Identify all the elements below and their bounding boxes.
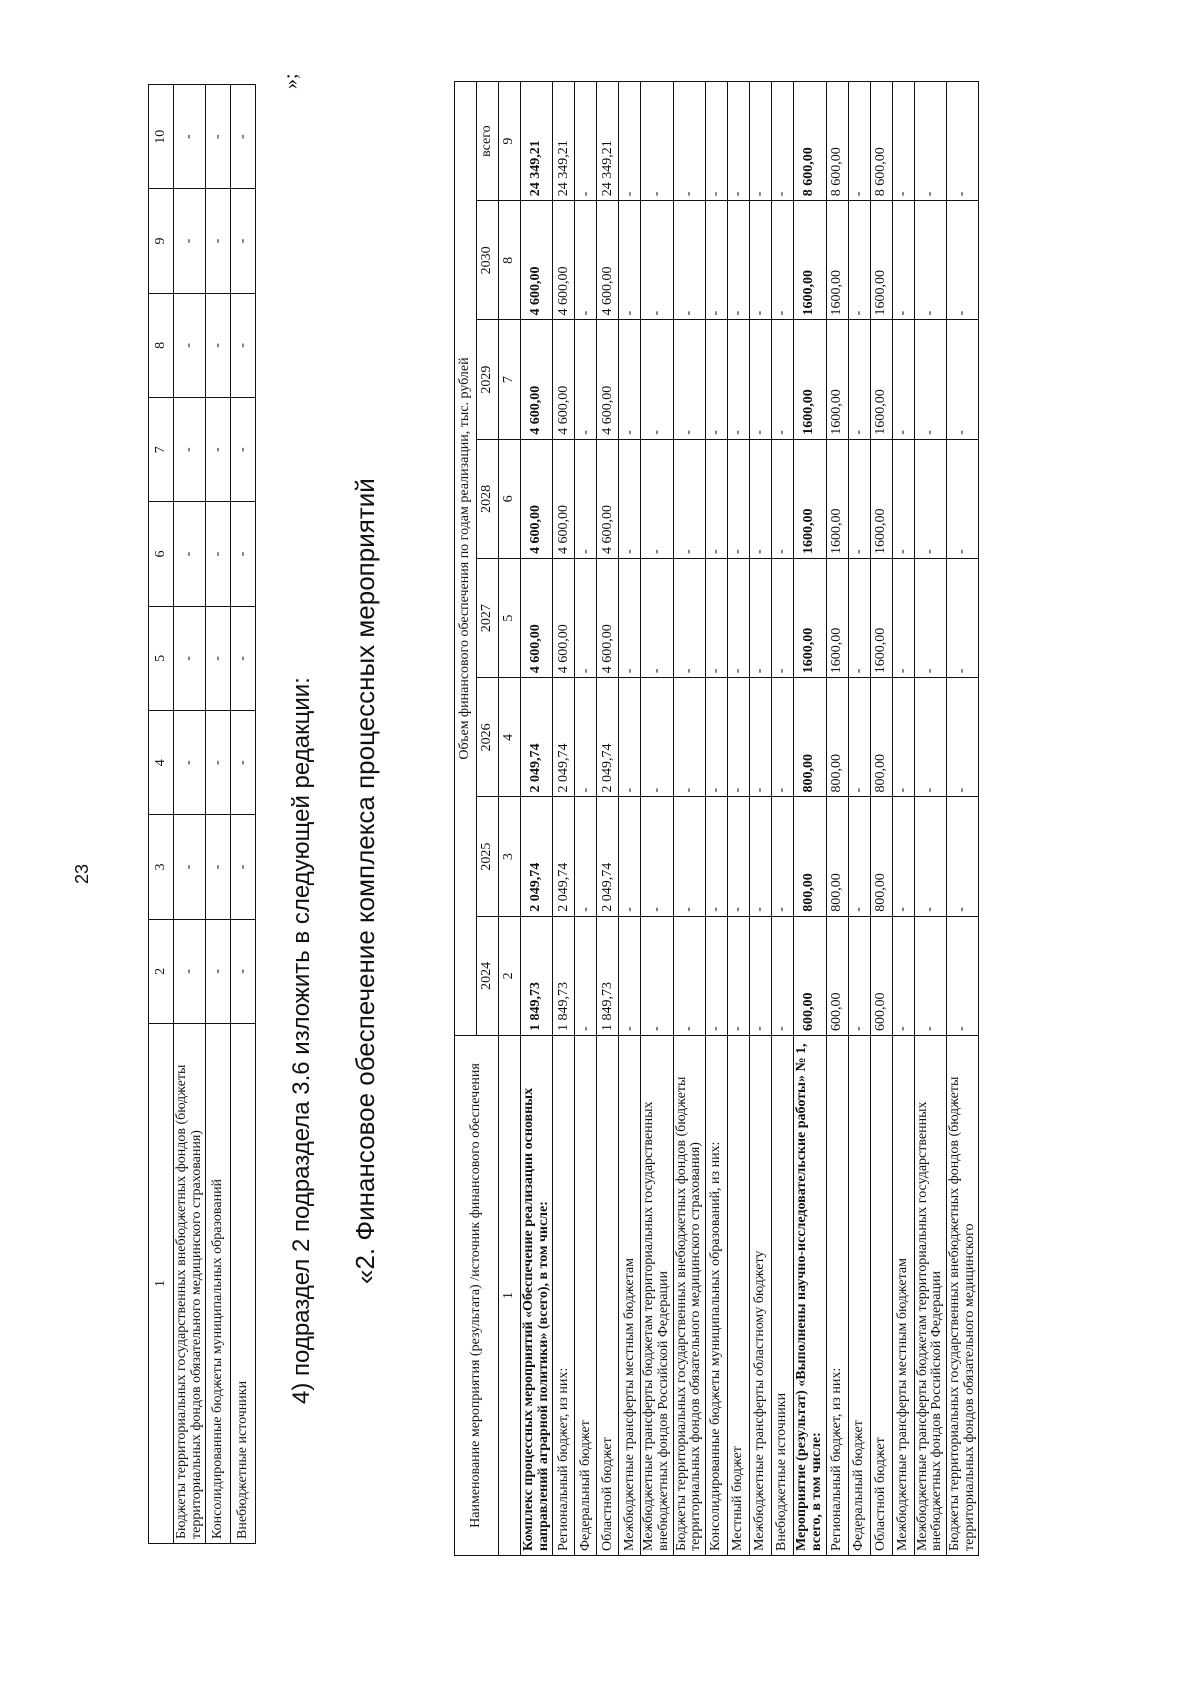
table-row [641,82,673,1556]
header-row [455,82,477,1556]
value-cell: - [728,678,750,797]
table-row [870,82,892,1556]
value-cell: - [673,559,705,678]
table-header-row [149,85,174,1544]
table-row [772,82,794,1556]
value-cell: - [946,439,978,558]
value-cell: - [946,201,978,320]
value-cell: 1 849,73 [597,916,619,1035]
table-row [728,82,750,1556]
row-name: Консолидированные бюджеты муниципальных образований [206,1024,231,1544]
column-number: 5 [149,606,174,710]
value-cell: - [750,439,772,558]
value-cell: 600,00 [826,916,848,1035]
value-cell: - [206,606,231,710]
column-number: 5 [499,559,521,678]
value-cell: 1600,00 [794,559,826,678]
value-cell: - [892,439,914,558]
year-header: 2025 [477,797,499,916]
value-cell: - [174,398,206,502]
value-cell: - [231,85,256,189]
value-cell: 4 600,00 [597,320,619,439]
column-number: 7 [499,320,521,439]
value-cell: - [914,678,946,797]
value-cell: - [772,678,794,797]
value-cell: - [619,82,641,201]
value-cell: - [892,678,914,797]
value-cell: - [619,201,641,320]
continuation-table [148,84,256,1544]
column-number: 8 [499,201,521,320]
value-cell: - [772,320,794,439]
row-name: Бюджеты территориальных государственных внебюджетных фондов (бюджеты территориальных фондов обязательного медицинского страхования) [174,1024,206,1544]
value-cell: - [772,916,794,1035]
value-cell: - [914,559,946,678]
value-cell: 600,00 [870,916,892,1035]
value-cell: - [206,919,231,1023]
row-name: Межбюджетные трансферты бюджетам территориальных государственных внебюджетных фондов Российской Федерации [641,1036,673,1556]
column-number: 3 [149,815,174,919]
row-name: Комплекс процессных мероприятий «Обеспечение реализации основных направлений аграрной политики» (всего), в том числе: [521,1036,553,1556]
column-number: 1 [149,1024,174,1544]
value-cell: - [750,797,772,916]
value-cell: - [706,797,728,916]
value-cell: - [914,201,946,320]
row-name: Консолидированные бюджеты муниципальных образований, из них: [706,1036,728,1556]
value-cell: 800,00 [826,678,848,797]
value-cell: - [231,815,256,919]
value-cell: 2 049,74 [521,678,553,797]
column-number: 1 [499,1036,521,1556]
column-number: 6 [149,502,174,606]
value-cell: - [231,502,256,606]
value-cell: 800,00 [794,678,826,797]
value-cell: - [772,797,794,916]
row-name: Региональный бюджет, из них: [553,1036,575,1556]
value-cell: - [206,815,231,919]
value-cell: - [706,916,728,1035]
value-cell: - [848,439,870,558]
value-cell: - [174,189,206,293]
value-cell: - [728,82,750,201]
value-cell: - [575,916,597,1035]
value-cell: - [750,916,772,1035]
page-number: 23 [72,863,92,884]
value-cell: 8 600,00 [794,82,826,201]
column-number: 7 [149,398,174,502]
value-cell: - [914,320,946,439]
value-cell: - [673,439,705,558]
section-title: «2. Финансовое обеспечение комплекса процессных мероприятий [350,478,380,1284]
value-cell: - [619,439,641,558]
table-row [892,82,914,1556]
value-cell: 1 849,73 [553,916,575,1035]
value-cell: - [706,201,728,320]
value-cell: 4 600,00 [521,559,553,678]
row-name: Федеральный бюджет [848,1036,870,1556]
value-cell: - [231,189,256,293]
value-cell: 1 849,73 [521,916,553,1035]
value-cell: - [750,201,772,320]
year-header: всего [477,82,499,201]
value-cell: - [641,916,673,1035]
row-name: Областной бюджет [597,1036,619,1556]
amendment-instruction: 4) подраздел 2 подраздела 3.6 изложить в следующей редакции: [288,677,315,1404]
table-row [231,85,256,1544]
value-cell: - [892,201,914,320]
value-cell: - [772,559,794,678]
year-header: 2030 [477,201,499,320]
value-cell: - [892,82,914,201]
value-cell: - [673,82,705,201]
value-cell: 600,00 [794,916,826,1035]
year-header: 2026 [477,678,499,797]
value-cell: - [641,439,673,558]
value-cell: 800,00 [870,678,892,797]
column-number: 6 [499,439,521,558]
value-cell: - [914,82,946,201]
column-header-name: Наименование мероприятия (результата) /источник финансового обеспечения [455,1036,499,1556]
table-row [206,85,231,1544]
value-cell: - [231,919,256,1023]
value-cell: - [231,293,256,397]
value-cell: 4 600,00 [597,559,619,678]
value-cell: - [174,293,206,397]
year-header: 2029 [477,320,499,439]
value-cell: - [706,320,728,439]
value-cell: - [575,82,597,201]
row-name: Межбюджетные трансферты местным бюджетам [619,1036,641,1556]
value-cell: 4 600,00 [521,201,553,320]
value-cell: - [706,82,728,201]
value-cell: - [914,439,946,558]
value-cell: - [772,201,794,320]
value-cell: - [892,320,914,439]
value-cell: - [575,320,597,439]
year-header: 2024 [477,916,499,1035]
value-cell: 24 349,21 [553,82,575,201]
value-cell: - [728,916,750,1035]
value-cell: - [706,439,728,558]
value-cell: - [206,711,231,815]
value-cell: - [575,678,597,797]
value-cell: 4 600,00 [553,559,575,678]
value-cell: 800,00 [870,797,892,916]
value-cell: 2 049,74 [521,797,553,916]
value-cell: 1600,00 [794,439,826,558]
value-cell: - [892,797,914,916]
value-cell: - [673,797,705,916]
value-cell: - [848,797,870,916]
value-cell: - [892,916,914,1035]
value-cell: 8 600,00 [826,82,848,201]
value-cell: 2 049,74 [597,678,619,797]
table-row [174,85,206,1544]
row-name: Бюджеты территориальных государственных внебюджетных фондов (бюджеты территориальных фондов обязательного медицинского страхования) [673,1036,705,1556]
table-row [848,82,870,1556]
value-cell: - [231,606,256,710]
value-cell: 1600,00 [870,320,892,439]
row-name: Региональный бюджет, из них: [826,1036,848,1556]
value-cell: - [206,85,231,189]
value-cell: - [641,678,673,797]
closing-quote: »; [280,73,302,89]
value-cell: 4 600,00 [597,439,619,558]
table-row [521,82,553,1556]
value-cell: - [946,320,978,439]
value-cell: 1600,00 [826,320,848,439]
column-number: 2 [149,919,174,1023]
value-cell: - [848,559,870,678]
table-row [946,82,978,1556]
value-cell: - [728,439,750,558]
value-cell: - [914,916,946,1035]
column-number: 9 [149,189,174,293]
value-cell: 4 600,00 [521,439,553,558]
value-cell: - [619,559,641,678]
value-cell: - [673,916,705,1035]
value-cell: - [914,797,946,916]
value-cell: - [174,711,206,815]
value-cell: 2 049,74 [553,678,575,797]
row-name: Областной бюджет [870,1036,892,1556]
value-cell: 1600,00 [826,439,848,558]
value-cell: - [673,678,705,797]
value-cell: - [206,502,231,606]
value-cell: - [174,502,206,606]
value-cell: - [673,201,705,320]
value-cell: - [946,678,978,797]
value-cell: - [750,559,772,678]
value-cell: - [174,815,206,919]
value-cell: - [728,559,750,678]
value-cell: - [641,797,673,916]
value-cell: - [772,82,794,201]
value-cell: 4 600,00 [553,320,575,439]
table-row [914,82,946,1556]
value-cell: - [848,320,870,439]
value-cell: 24 349,21 [521,82,553,201]
column-number: 4 [149,711,174,815]
row-name: Межбюджетные трансферты бюджетам территориальных государственных внебюджетных фондов Российской Федерации [914,1036,946,1556]
value-cell: 8 600,00 [870,82,892,201]
value-cell: - [619,797,641,916]
column-number: 4 [499,678,521,797]
column-numbers-row [499,82,521,1556]
value-cell: - [231,398,256,502]
row-name: Внебюджетные источники [231,1024,256,1544]
value-cell: - [706,559,728,678]
value-cell: 800,00 [794,797,826,916]
value-cell: 4 600,00 [597,201,619,320]
value-cell: - [575,559,597,678]
value-cell: 24 349,21 [597,82,619,201]
value-cell: 1600,00 [826,201,848,320]
value-cell: - [641,82,673,201]
value-cell: - [174,85,206,189]
value-cell: - [619,678,641,797]
value-cell: 1600,00 [870,559,892,678]
table-row [826,82,848,1556]
row-name: Местный бюджет [728,1036,750,1556]
row-name: Межбюджетные трансферты местным бюджетам [892,1036,914,1556]
column-group-header: Объем финансового обеспечения по годам реализации, тыс. рублей [455,82,477,1036]
value-cell: 1600,00 [826,559,848,678]
value-cell: 4 600,00 [553,439,575,558]
value-cell: 2 049,74 [597,797,619,916]
row-name: Бюджеты территориальных государственных внебюджетных фондов (бюджеты территориальных фондов обязательного медицинского [946,1036,978,1556]
value-cell: 4 600,00 [553,201,575,320]
value-cell: - [575,439,597,558]
year-header: 2028 [477,439,499,558]
value-cell: - [848,678,870,797]
column-number: 8 [149,293,174,397]
value-cell: - [174,606,206,710]
value-cell: - [848,201,870,320]
value-cell: - [848,82,870,201]
value-cell: - [231,711,256,815]
value-cell: 1600,00 [870,439,892,558]
value-cell: - [750,678,772,797]
table-row [673,82,705,1556]
column-number: 3 [499,797,521,916]
financing-table [454,81,979,1556]
value-cell: - [946,82,978,201]
value-cell: - [619,916,641,1035]
value-cell: - [641,320,673,439]
table-row [706,82,728,1556]
value-cell: - [892,559,914,678]
value-cell: - [575,201,597,320]
row-name: Внебюджетные источники [772,1036,794,1556]
value-cell: - [772,439,794,558]
value-cell: - [750,320,772,439]
value-cell: - [619,320,641,439]
row-name: Межбюджетные трансферты областному бюджету [750,1036,772,1556]
value-cell: - [575,797,597,916]
value-cell: 2 049,74 [553,797,575,916]
table-row [597,82,619,1556]
row-name: Мероприятие (результат) «Выполнены научно-исследовательские работы» № 1, всего, в том числе: [794,1036,826,1556]
value-cell: - [750,82,772,201]
value-cell: - [848,916,870,1035]
value-cell: - [946,916,978,1035]
value-cell: - [206,398,231,502]
value-cell: - [206,293,231,397]
value-cell: - [174,919,206,1023]
table-row [575,82,597,1556]
table-row [750,82,772,1556]
table-row [553,82,575,1556]
value-cell: - [946,797,978,916]
value-cell: - [206,189,231,293]
value-cell: 1600,00 [870,201,892,320]
value-cell: - [641,201,673,320]
value-cell: - [946,559,978,678]
column-number: 9 [499,82,521,201]
value-cell: - [673,320,705,439]
value-cell: - [728,797,750,916]
value-cell: 800,00 [826,797,848,916]
table-row [794,82,826,1556]
value-cell: - [728,320,750,439]
column-number: 2 [499,916,521,1035]
table-row [619,82,641,1556]
value-cell: - [706,678,728,797]
value-cell: - [728,201,750,320]
year-header: 2027 [477,559,499,678]
value-cell: 1600,00 [794,320,826,439]
value-cell: 1600,00 [794,201,826,320]
value-cell: 4 600,00 [521,320,553,439]
row-name: Федеральный бюджет [575,1036,597,1556]
column-number: 10 [149,85,174,189]
value-cell: - [641,559,673,678]
